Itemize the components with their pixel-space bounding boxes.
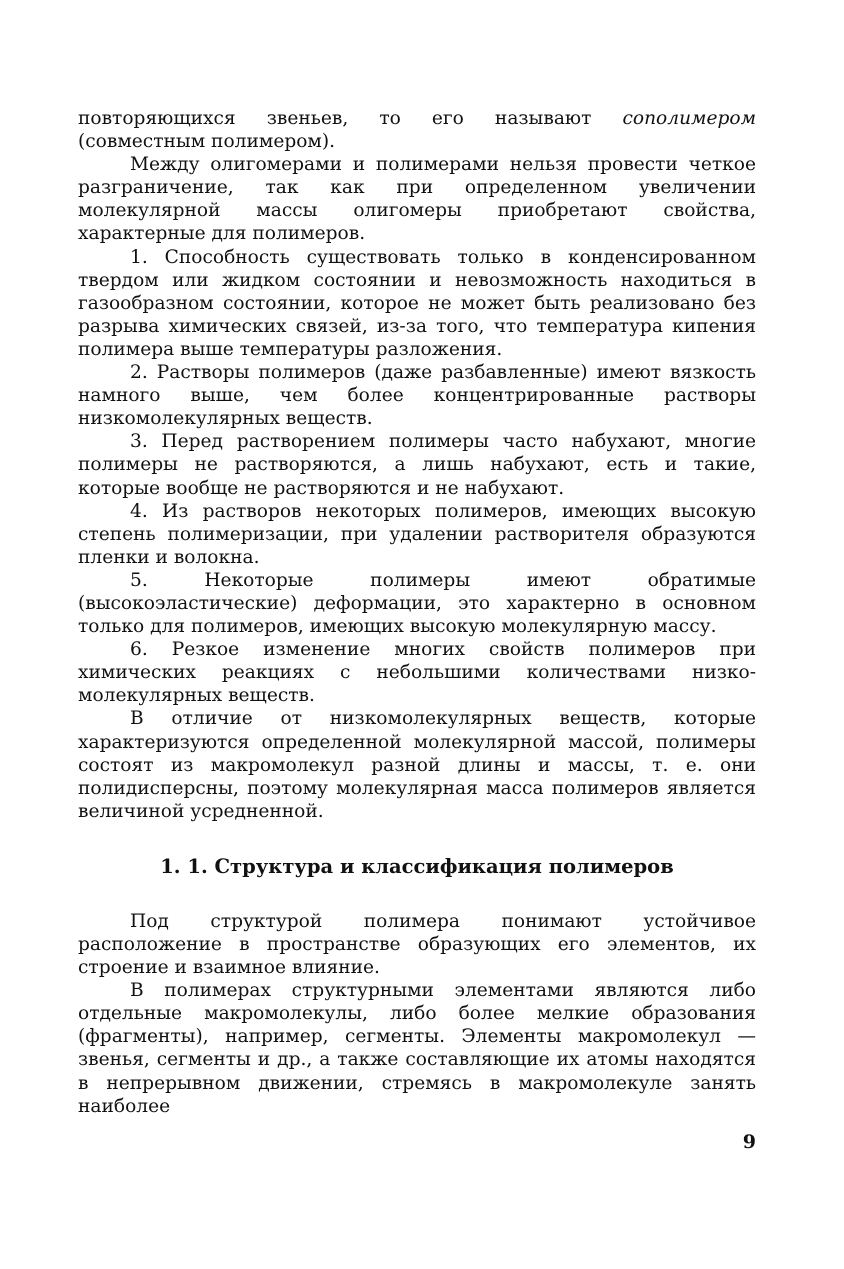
list-item-2: 2. Растворы полимеров (даже разбавленные) имеют вязкость намного выше, чем более концентрированные растворы низкомолекулярных веществ. — [78, 362, 756, 430]
intro-text-before: повторяющихся звеньев, то его называют — [78, 108, 623, 129]
paragraph-polydispersity: В отличие от низкомолекулярных веществ, которые характеризуются определенной молекулярной массой, полимеры состоят из макромолекул разной длины и массы, т. е. они полидисперсны, поэтому молекулярная масса полимеров является величиной усредненной. — [78, 708, 756, 822]
term-copolymer: сополимером — [622, 108, 756, 129]
intro-text-after: (совместным полимером). — [78, 131, 336, 153]
intro-paragraph — [78, 107, 756, 153]
paragraph-olig-vs-poly: Между олигомерами и полимерами нельзя провести четкое разграничение, так как при определенном увеличении молекулярной массы олигомеры приобретают свойства, характерные для полимеров. — [78, 154, 756, 245]
list-item-1: 1. Способность существовать только в конденсированном твердом или жидком состоянии и невозможность находиться в газообразном состоянии, которое не может быть реализовано без разрыва химических связей, из-за того, что температура кипения полимера выше температуры разложения. — [78, 246, 756, 360]
page-number: 9 — [742, 1131, 756, 1153]
list-item-6: 6. Резкое изменение многих свойств полимеров при химических реакциях с небольшими количествами низко-молекулярных веществ. — [78, 639, 756, 707]
paragraph-structure-definition: Под структурой полимера понимают устойчивое расположение в пространстве образующих его элементов, их строение и взаимное влияние. — [78, 910, 756, 979]
section-heading: 1. 1. Структура и классификация полимеров — [160, 854, 674, 878]
page-body — [78, 107, 756, 1118]
list-item-3: 3. Перед растворением полимеры часто набухают, многие полимеры не растворяются, а лишь набухают, есть и такие, которые вообще не растворяются и не набухают. — [78, 431, 756, 499]
list-item-5: 5. Некоторые полимеры имеют обратимые (высокоэластические) деформации, это характерно в основном только для полимеров, имеющих высокую молекулярную массу. — [78, 569, 756, 638]
list-item-4: 4. Из растворов некоторых полимеров, имеющих высокую степень полимеризации, при удалении растворителя образуются пленки и волокна. — [78, 500, 756, 568]
paragraph-structural-elements: В полимерах структурными элементами являются либо отдельные макромолекулы, либо более мелкие образования (фрагменты), например, сегменты. Элементы макромолекул — звенья, сегменты и др., а также составляющие их атомы находятся в непрерывном движении, стремясь в макромолекуле занять наиболее — [78, 980, 756, 1117]
